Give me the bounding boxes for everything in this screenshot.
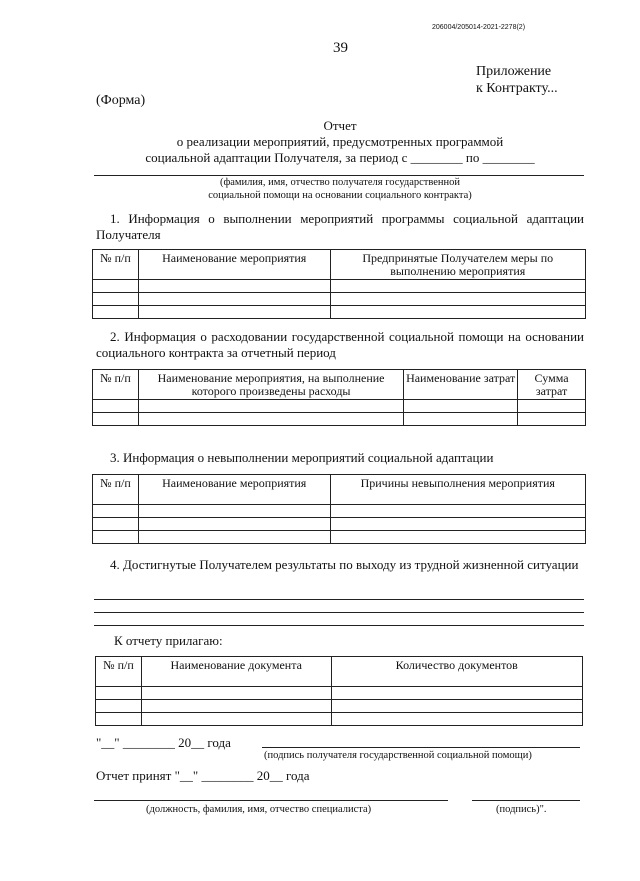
attachments-col-num: № п/п bbox=[96, 657, 142, 687]
table-row bbox=[93, 413, 586, 426]
section2-col-name: Наименование мероприятия, на выполнение которого произведены расходы bbox=[138, 370, 403, 400]
recipient-caption-line1: (фамилия, имя, отчество получателя государственной bbox=[219, 177, 461, 188]
report-title bbox=[96, 118, 584, 166]
specialist-signature-line bbox=[472, 800, 580, 801]
table-row bbox=[96, 713, 583, 726]
title-line1: Отчет bbox=[323, 118, 357, 133]
table-row bbox=[93, 306, 586, 319]
appendix-line2: к Контракту... bbox=[476, 81, 558, 96]
specialist-caption: (должность, фамилия, имя, отчество специалиста) bbox=[146, 804, 372, 815]
table-row bbox=[93, 531, 586, 544]
appendix-line1: Приложение bbox=[476, 64, 552, 79]
section2-col-cost-name: Наименование затрат bbox=[404, 370, 518, 400]
attachments-heading: К отчету прилагаю: bbox=[114, 633, 223, 648]
section1-col-measures: Предпринятые Получателем меры по выполнению мероприятия bbox=[330, 250, 585, 280]
section3-col-num: № п/п bbox=[93, 475, 139, 505]
table-row bbox=[93, 518, 586, 531]
table-row bbox=[96, 687, 583, 700]
table-row bbox=[93, 280, 586, 293]
section1-col-num: № п/п bbox=[93, 250, 139, 280]
recipient-caption-line2: социальной помощи на основании социального контракта) bbox=[208, 189, 472, 201]
section2-col-amount: Сумма затрат bbox=[518, 370, 586, 400]
section2-heading: 2. Информация о расходовании государственной социальной помощи на основании социального контракта за отчетный период bbox=[96, 329, 584, 360]
page-number: 39 bbox=[333, 40, 348, 56]
section3-heading: 3. Информация о невыполнении мероприятий социальной адаптации bbox=[110, 450, 494, 465]
results-line bbox=[94, 599, 584, 600]
table-row bbox=[93, 293, 586, 306]
section4-heading: 4. Достигнутые Получателем результаты по выходу из трудной жизненной ситуации bbox=[110, 557, 579, 572]
recipient-name-line bbox=[94, 175, 584, 176]
section1-table bbox=[92, 249, 586, 319]
results-line bbox=[94, 625, 584, 626]
accepted-line: Отчет принят "__" ________ 20__ года bbox=[96, 768, 310, 783]
document-id: 206004/205014-2021-2278(2) bbox=[432, 24, 526, 31]
signature-caption: (подпись)". bbox=[496, 804, 547, 815]
title-line3: социальной адаптации Получателя, за период с ________ по ________ bbox=[145, 150, 535, 165]
section3-col-reasons: Причины невыполнения мероприятия bbox=[330, 475, 585, 505]
attachments-table bbox=[95, 656, 583, 726]
date-line: "__" ________ 20__ года bbox=[96, 735, 231, 750]
attachments-col-count: Количество документов bbox=[331, 657, 582, 687]
attachments-col-doc-name: Наименование документа bbox=[141, 657, 331, 687]
table-row bbox=[96, 700, 583, 713]
table-row bbox=[93, 505, 586, 518]
form-label: (Форма) bbox=[96, 93, 146, 108]
section3-table bbox=[92, 474, 586, 544]
table-row bbox=[93, 400, 586, 413]
section3-col-name: Наименование мероприятия bbox=[138, 475, 330, 505]
section2-col-num: № п/п bbox=[93, 370, 139, 400]
recipient-signature-line bbox=[262, 747, 580, 748]
section2-table bbox=[92, 369, 586, 426]
results-line bbox=[94, 612, 584, 613]
recipient-signature-caption: (подпись получателя государственной социальной помощи) bbox=[264, 750, 532, 761]
appendix-label bbox=[476, 63, 558, 97]
section1-col-name: Наименование мероприятия bbox=[138, 250, 330, 280]
section1-heading: 1. Информация о выполнении мероприятий программы социальной адаптации Получателя bbox=[96, 211, 584, 242]
recipient-caption bbox=[96, 177, 584, 202]
title-line2: о реализации мероприятий, предусмотренных программой bbox=[176, 134, 504, 149]
specialist-line bbox=[94, 800, 448, 801]
